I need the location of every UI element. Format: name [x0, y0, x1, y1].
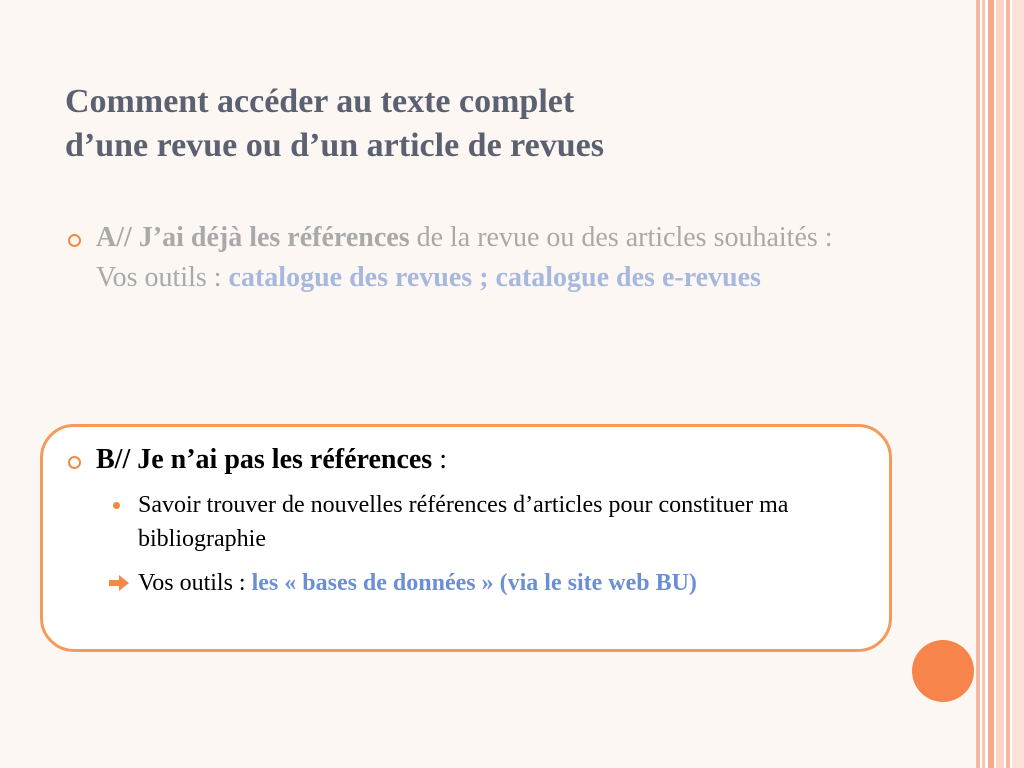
bullet-b-tools-link[interactable]: les « bases de données » (via le site web BU)	[251, 570, 697, 596]
ring-bullet-icon	[68, 234, 81, 247]
arrow-right-icon	[109, 575, 129, 591]
bullet-b-heading	[96, 440, 876, 480]
bullet-b-tools-label: Vos outils :	[138, 570, 252, 596]
bullet-b-colon: :	[432, 444, 447, 475]
bullet-a-tools-link[interactable]: catalogue des revues ; catalogue des e-revues	[228, 262, 761, 293]
ring-bullet-icon	[68, 456, 81, 469]
slide-title	[65, 80, 925, 168]
bullet-a-heading: A// J’ai déjà les références	[96, 222, 410, 253]
decorative-circle	[912, 640, 974, 702]
bullet-a-tools-label: Vos outils :	[96, 262, 229, 293]
bullet-b-sub2	[138, 566, 883, 600]
bullet-a-text	[96, 218, 866, 298]
decorative-stripes	[976, 0, 1024, 768]
bullet-b-title: B// Je n’ai pas les références	[96, 444, 433, 475]
title-line-1: Comment accéder au texte complet	[65, 83, 575, 120]
title-line-2: d’une revue ou d’un article de revues	[65, 127, 604, 164]
dot-bullet-icon	[113, 502, 120, 509]
bullet-b-sub1: Savoir trouver de nouvelles références d’articles pour constituer ma bibliographie	[138, 492, 789, 552]
bullet-a-description: de la revue ou des articles souhaités :	[409, 222, 833, 253]
